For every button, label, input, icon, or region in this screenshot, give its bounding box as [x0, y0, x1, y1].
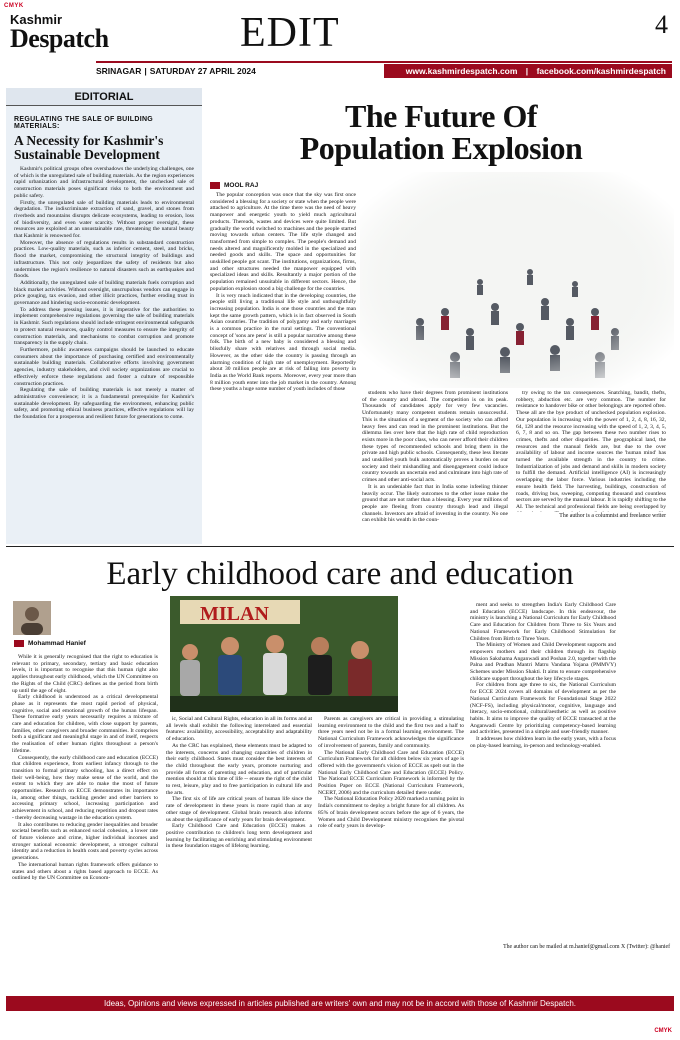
- paragraph: It is very much indicated that in the developing countries, the people still living a traditional life style and unthoughtfully increasing population. India is one those countries and the man kept the same growth pattern, which is in fact observed in South Asian countries. The tradition of polygamy and early marriages is a common practice in the rural settings. The conventional concept of 'sons are pens' is still a popular narrative among these folk. The birth of a new baby is considered a blessing and blissfully share with relatives and through social media. However, as the other side the country is passing through an alarming condition of high rate of unemployment. Reportedly about 30 million people are at risk of falling into poverty in India as the World Bank reports. Moreover, every year more than 8 million youth enter into the job market in the country. Among these youths a huge some number of youth includes of those: [210, 292, 356, 393]
- paragraph: The National Early Childhood Care and Education (ECCE) Curriculum Framework for all children below six years of age is offered with the government's vision of ECCE as spelt out in the National Early Childhood Care and Education (ECCE) Policy. The National ECCE Curriculum Framework is informed by the Position Paper on ECCE (National Curriculum Framework, NCERT, 2006) and the curriculum detailed there under.: [318, 749, 464, 796]
- children-illustration: [170, 596, 398, 712]
- editorial-body: [14, 166, 194, 550]
- footer-disclaimer: Ideas, Opinions and views expressed in articles published are writers' own and may not be in accord with those of Kashmir Despatch.: [6, 996, 674, 1011]
- paragraph: ic, Social and Cultural Rights, education in all its forms and at all levels shall exhibit the following interrelated and essential features: availability, accessibility, acceptability and adaptability of education.: [166, 716, 312, 743]
- paragraph: The international human rights framework offers guidance to states and others about a rights based approach to ECCE. As outlined by the UN Committee on Econom-: [12, 861, 158, 882]
- paragraph: As the CRC has explained, these elements must be adapted to the interests, concerns and changing capacities of children in their early childhood. States must consider the best interests of the child throughout the early years, promote nurturing and provide all forms of parenting and education, and of particular mention should at this time of life -- ensure the right of the child to rest, leisure, play and to free participation in cultural life and the arts.: [166, 742, 312, 796]
- author-photo: [12, 600, 52, 636]
- paragraph: ment and seeks to strengthen India's Early Childhood Care and Education (ECCE) landscape. In this endeavour, the ministry is launching a National Curriculum for Early Childhood Care and Education for Children from Three to Six Years and National Framework for Early Childhood Stimulation for Children from Birth to Three Years.: [470, 602, 616, 642]
- newspaper-logo[interactable]: [10, 14, 109, 52]
- paragraph: It addresses how children learn in the early years, with a focus on play-based learning, in-person and technology-enabled.: [470, 736, 616, 749]
- paragraph: Early childhood is understood as a critical developmental phase as it represents the most rapid period of physical, cognitive, social and emotional growth of the human lifespan. These formative early years necessarily requires a mixture of care and education for children, with close support by parents, families, other caregivers and broader communities. It comprises both a significant and meaningful stage in and of itself, respects the realisation of other human rights throughout a person's lifetime.: [12, 694, 158, 754]
- cmyk-mark-bottom: CMYK: [654, 1028, 672, 1034]
- logo-top: Kashmir: [10, 12, 63, 27]
- banner-text: MILAN: [200, 603, 269, 625]
- paragraph: try owing to the tax consequences. Snatching, bandit, thefts, robbery, abduction etc. are very common. The number for resistance to handover bike or other belongings are reported often. These all are the bye product of unchecked population explosion. Our population is increasing with the power of 1, 2, 4, 8, 16, 32, 64, 128 and the resource increasing with the speed of 1, 2, 3, 4, 5, 6, 7, 8 and so on. The gap between these two number rises to crimes, thefts and other disparities. The geographical land, the resources and the manual fields are, but due to the over availability of labour and income sources the 'human mind' has turned the available strength in the country to crime. Industrialization of jobs and demand and skills in modern society to fulfill the demand. Artificial intelligence (AI) is increasingly overlapping the labor force. Various industries including the ensure health field. The harvesting, buildings, construction of roads, driving bus, sweeping, computing thousand and countless sectors are served by the manual labour. It is rapidly shifting to the AI. The technical and professional fields are being overlapped by: [516, 390, 666, 510]
- masthead: [0, 0, 680, 82]
- crowd-illustration: [360, 172, 674, 388]
- paragraph: Regulating the sale of building materials is not merely a matter of administrative convenience; it is a fundamental prerequisite for Kashmir's sustainable development. By safeguarding the environment, enhancing public safety, and promoting ethical business practices, effective regulations will lay the foundation for a prosperous and resilient future for generations to come.: [14, 387, 194, 421]
- cmyk-mark: CMYK: [4, 3, 24, 9]
- feature2-column-2: [166, 716, 312, 990]
- editorial-label: EDITORIAL: [6, 88, 202, 106]
- feature2-author: Mohammad Hanief: [14, 640, 86, 647]
- feature2-column-1: [12, 654, 158, 990]
- page-number: 4: [655, 10, 668, 39]
- section-divider: [6, 546, 674, 547]
- paragraph: The Ministry of Women and Child Development supports and empowers mothers and their children through its flagship Mission Sakshama Anganwadi and Poshan 2.0, together with the Palna and Pradhan Mantri Matru Vandana Yojana (PMMVY) Schemes under Mission Shakti. It aims to ensure comprehensive childcare support throughout the key lifecycle stages.: [470, 642, 616, 682]
- editorial-column: [6, 88, 202, 544]
- paragraph: students who have their degrees from prominent institutions of the country and abroad. The competition is on its peak. Thousands of candidates apply for very few vacancies. Unfortunately many competent students remain unsuccessful. This is the situation of a segment of the society who can afford heavy fees and can read in the prominent institutions. But the dilemma lies over here that the high rate of child reproduction exists more in the poor class, who can never afford their children these types of recommended schools and bring them in the private and high public schools. Consequently, these less literate and unskilled youth bulk automatically proves a burden on our society and their mishandling and disengagement could induce country towards an uncertain end and culminate into high rate of crimes and other anti-social acts.: [362, 390, 508, 484]
- editorial-kicker: REGULATING THE SALE OF BUILDING MATERIALS:: [14, 116, 154, 130]
- links-bar: www.kashmirdespatch.com | facebook.com/kashmirdespatch: [384, 64, 672, 78]
- editorial-headline: A Necessity for Kashmir's Sustainable Development: [14, 133, 164, 162]
- headline-line: Population Explosion: [299, 130, 583, 166]
- paragraph: The first six of life are critical years of human life since the rate of development in these years is more rapid than at any other stage of development. Global brain research also informs us about the significance of early years for brain development.: [166, 796, 312, 823]
- paragraph: Early Childhood Care and Education (ECCE) makes a positive contribution to children's long term development and learning by facilitating an enriching and stimulating environment in these foundation stages of lifelong learning.: [166, 823, 312, 850]
- dateline: SRINAGAR | SATURDAY 27 APRIL 2024: [96, 66, 256, 76]
- feature1-byline: The author is a columnist and freelance writer: [559, 513, 666, 519]
- paragraph: The popular conception was once that the sky was first once considered a blessing for a society or state when the people were attached to agriculture. At the time there was the need of heavy manpower and energetic youth to yield much agricultural products. Thereads, wastes and devices were quite limited. But gradually the world switched to machines and the people started moving towards urban centers. The life style changed and transformed from simple to complex. The people's demand and needs altered and magnificently molded in the specialized and needed goods and skills. The space and opportunities for unskilled people got scant. The institutions, organizations, firms, and other structures needed the manpower equipped with specialized ideas and skills. Resultantly a major portion of the population remained unsuitable in different sectors. Hence, the population explosion stood a big challenge for the countries.: [210, 192, 356, 292]
- paragraph: Parents as caregivers are critical in providing a stimulating learning environment to the child and the first two and a half to three years need not be in a formal learning environment. The National Curriculum Framework acknowledges the significance of involvement of parents, family and community.: [318, 716, 464, 749]
- feature1-headline: [206, 100, 676, 164]
- paragraph: Consequently, the early childhood care and education (ECCE) that children experience, from earliest infancy through to the transition to formal primary schooling, has a direct effect on their well-being, how they make sense of the world, and the extent to which they are able to make the most of future opportunities. Research on ECCE demonstrates its importance in, among other things, tackling gender and other barriers to accessing primary school, increasing participation and achievement in school, and reducing repetition and dropout rates - thereby decreasing wastage in the education system.: [12, 754, 158, 821]
- paragraph: For children from age three to six, the National Curriculum for ECCE 2024 covers all domains of development as per the National Curriculum Framework for Foundational Stage 2022 (NCF-FS), including physical/motor, cognitive, language and literacy, socio-emotional, cultural/aesthetic as well as positive habits. It aims to improve the quality of ECCE transacted at the Anganwadi Centre by prioritizing competency-based learning and activities, presented in a simple and user-friendly manner.: [470, 682, 616, 736]
- place: SRINAGAR: [96, 66, 142, 76]
- paragraph: Kashmir's political groups often overshadows the underlying challenges, one of which is the unregulated sale of building materials. As the region experiences rapid urbanization and infrastructural development, the unchecked sale of construction materials poses significant risks to both the environment and public safety.: [14, 166, 194, 199]
- feature1-column-3: [516, 390, 666, 512]
- paragraph: Moreover, the absence of regulations results in substandard construction practices. Low-quality materials, such as inferior cement, steel, and bricks, flood the market, compromising the structural integrity of buildings and infrastructure. This not only jeopardizes the safety of residents but also undermines the region's resilience to natural disasters such as earthquakes and floods.: [14, 239, 194, 280]
- paragraph: Firstly, the unregulated sale of building materials leads to environmental degradation. The indiscriminate extraction of sand, gravel, and stones from riverbeds and mountains disrupts delicate ecosystems, leading to erosion, loss of biodiversity, and even water scarcity. Without proper oversight, these resources are exploited at an unsustainable rate, threatening the natural beauty that Kashmir is renowned for.: [14, 199, 194, 240]
- headline-line: The Future Of: [344, 98, 537, 134]
- feature2-headline: Early childhood care and education: [106, 556, 574, 592]
- paragraph: Additionally, the unregulated sale of building materials fuels corruption and black market activities. Without oversight, unscrupulous vendors can engage in price gouging, tax evasion, and other illicit practices, further eroding trust in governance and hindering socio-economic development.: [14, 279, 194, 307]
- children-photo: [170, 596, 398, 712]
- feature1-column-1: [210, 192, 356, 536]
- feature2-byline: The author can be mailed at m.hanief@gmail.com X (Twitter): @hanief: [503, 944, 670, 950]
- section-title: EDIT: [240, 10, 340, 56]
- facebook-link[interactable]: facebook.com/kashmirdespatch: [536, 66, 666, 76]
- date: SATURDAY 27 APRIL 2024: [149, 66, 256, 76]
- paragraph: The National Education Policy 2020 marked a turning point in India's commitment to deploy a bright future for all children. As 85% of brain development occurs before the age of 6 years, the Women and Child Development ministry recognises the pivotal role of early years in develop-: [318, 796, 464, 830]
- top-rule: [96, 61, 672, 63]
- author-silhouette: [13, 601, 51, 635]
- paragraph: It also contributes to reducing gender inequalities and broader societal benefits such as enhanced social cohesion, a lower rate of future violence and crime, higher individual incomes and stronger national economic development, a stronger cultural identity and a reduction in health costs and poverty cycles across generations.: [12, 821, 158, 862]
- feature2-column-3: [318, 716, 464, 990]
- feature1-author: MOOL RAJ: [210, 182, 258, 189]
- paragraph: Furthermore, public awareness campaigns should be launched to educate consumers about the importance of purchasing certified and environmentally sustainable building materials. Collaborative efforts involving government agencies, industry stakeholders, and civil society organizations are crucial to effectively enforce these regulations and foster a culture of responsible construction practices.: [14, 346, 194, 387]
- paragraph: It is an undeniable fact that in India some infeeling thinner heavily occur. The likely outcomes to the other issue make the ground that are not rather than a blessing. Every year millions of people are fleeing from country through lead and illegal channels. Investors are afraid of investing in the country. No one can exhibit his wealth in the coun-: [362, 483, 508, 524]
- feature2-column-4: [470, 602, 616, 938]
- logo-main: Despatch: [10, 24, 109, 53]
- feature1-column-2: [362, 390, 508, 536]
- paragraph: While it is generally recognised that the right to education is relevant to primary, secondary, tertiary and basic education levels, it is important to recognise that this human right also applies throughout early childhood, which the UN Committee on the Rights of the Child (CRC) defines as the period from birth up until the age of eight.: [12, 654, 158, 694]
- paragraph: To address these pressing issues, it is imperative for the authorities to implement comprehensive regulations governing the sale of building materials in Kashmir. Such regulations should include stringent environmental safeguards to protect natural resources, quality control measures to ensure the integrity of construction materials, and mechanisms to combat corruption and promote transparency in the supply chain.: [14, 306, 194, 347]
- website-link[interactable]: www.kashmirdespatch.com: [405, 66, 518, 76]
- crowd-photo: [360, 172, 674, 388]
